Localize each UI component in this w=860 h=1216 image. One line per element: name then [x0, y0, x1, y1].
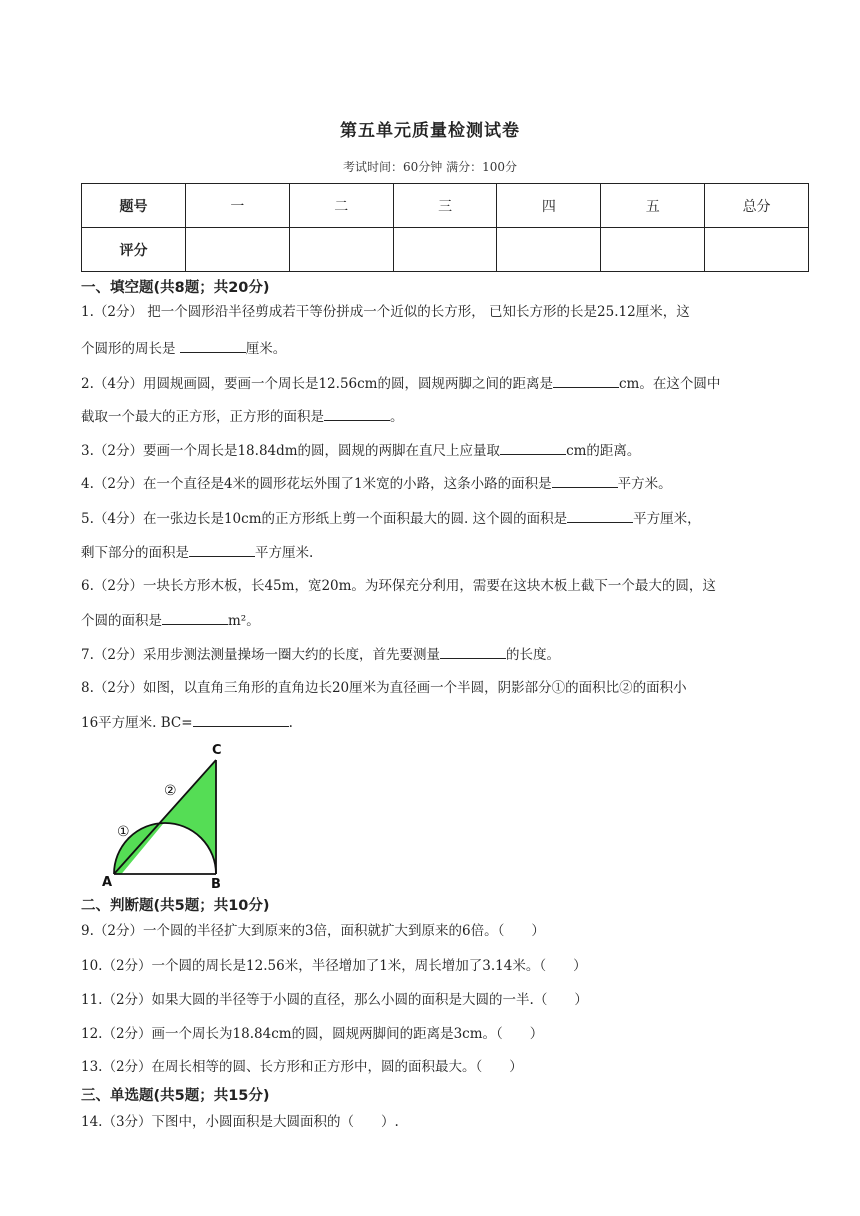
score-table-score-row: [82, 228, 809, 272]
question-5-line-1: 5.（4分）在一张边长是10cm的正方形纸上剪一个面积最大的圆. 这个圆的面积是 平方厘米，: [81, 508, 813, 529]
answer-blank: [162, 610, 228, 625]
question-5-line-2: 剩下部分的面积是 平方厘米.: [81, 542, 813, 563]
label-region-2: ②: [164, 783, 177, 799]
question-13: 13.（2分）在周长相等的圆、长方形和正方形中，圆的面积最大。（ ）: [81, 1059, 523, 1075]
exam-info: 考试时间：60分钟 满分：100分: [343, 160, 517, 174]
question-7: 7.（2分）采用步测法测量操场一圈大约的长度，首先要测量 的长度。: [81, 644, 813, 665]
answer-blank: [193, 712, 289, 727]
label-b: B: [211, 877, 221, 888]
score-cell-5: 五: [601, 184, 705, 228]
answer-blank: [500, 440, 566, 455]
score-cell-4: 四: [497, 184, 601, 228]
section-heading-single-choice: 三、单选题(共5题；共15分): [81, 1088, 270, 1104]
score-cell-total: 总分: [705, 184, 809, 228]
question-8-line-1: 8.（2分）如图，以直角三角形的直角边长20厘米为直径画一个半圆，阴影部分①的面积比②的面积小: [81, 680, 687, 696]
answer-blank: [440, 644, 506, 659]
question-10: 10.（2分）一个圆的周长是12.56米，半径增加了1米，周长增加了3.14米。（ ）: [81, 958, 587, 974]
score-row-label: 评分: [82, 228, 186, 272]
label-a: A: [102, 875, 113, 888]
score-input-cell: [601, 228, 705, 272]
section-heading-true-false: 二、判断题(共5题；共10分): [81, 898, 270, 914]
answer-blank: [189, 542, 255, 557]
question-12: 12.（2分）画一个周长为18.84cm的圆，圆规两脚间的距离是3cm。（ ）: [81, 1026, 544, 1042]
question-6-line-2: 个圆的面积是 m²。: [81, 610, 813, 631]
score-table: [81, 183, 809, 272]
answer-blank: [553, 373, 619, 388]
answer-blank: [180, 338, 246, 353]
section-heading-fill-in: 一、填空题(共8题；共20分): [81, 280, 270, 296]
page-title: 第五单元质量检测试卷: [340, 121, 520, 141]
question-4: 4.（2分）在一个直径是4米的圆形花坛外围了1米宽的小路，这条小路的面积是 平方米。: [81, 473, 813, 494]
label-region-1: ①: [117, 824, 130, 840]
label-c: C: [212, 743, 222, 758]
question-9: 9.（2分）一个圆的半径扩大到原来的3倍，面积就扩大到原来的6倍。（ ）: [81, 923, 545, 939]
score-cell-2: 二: [289, 184, 393, 228]
score-input-cell: [497, 228, 601, 272]
score-input-cell: [393, 228, 497, 272]
score-cell-label: 题号: [82, 184, 186, 228]
question-14: 14.（3分）下图中，小圆面积是大圆面积的（ ）.: [81, 1114, 399, 1130]
score-input-cell: [186, 228, 290, 272]
answer-blank: [324, 406, 390, 421]
score-input-cell: [705, 228, 809, 272]
question-3: 3.（2分）要画一个周长是18.84dm的圆，圆规的两脚在直尺上应量取 cm的距离。: [81, 440, 813, 461]
score-cell-1: 一: [186, 184, 290, 228]
answer-blank: [552, 473, 618, 488]
question-1-line-2: 个圆形的周长是 厘米。: [81, 338, 813, 359]
triangle-semicircle-figure: [98, 738, 238, 888]
question-2-line-2: 截取一个最大的正方形，正方形的面积是 。: [81, 406, 813, 427]
question-1-line-1: 1.（2分） 把一个圆形沿半径剪成若干等份拼成一个近似的长方形， 已知长方形的长是25.12厘米，这: [81, 304, 690, 320]
score-input-cell: [289, 228, 393, 272]
score-table-header-row: [82, 184, 809, 228]
question-2-line-1: 2.（4分）用圆规画圆，要画一个周长是12.56cm的圆，圆规两脚之间的距离是 cm。在这个圆中: [81, 373, 813, 394]
question-8-line-2: 16平方厘米. BC= .: [81, 712, 813, 733]
question-11: 11.（2分）如果大圆的半径等于小圆的直径，那么小圆的面积是大圆的一半.（ ）: [81, 992, 588, 1008]
answer-blank: [567, 508, 633, 523]
score-cell-3: 三: [393, 184, 497, 228]
question-6-line-1: 6.（2分）一块长方形木板，长45m，宽20m。为环保充分利用，需要在这块木板上截下一个最大的圆，这: [81, 578, 716, 594]
